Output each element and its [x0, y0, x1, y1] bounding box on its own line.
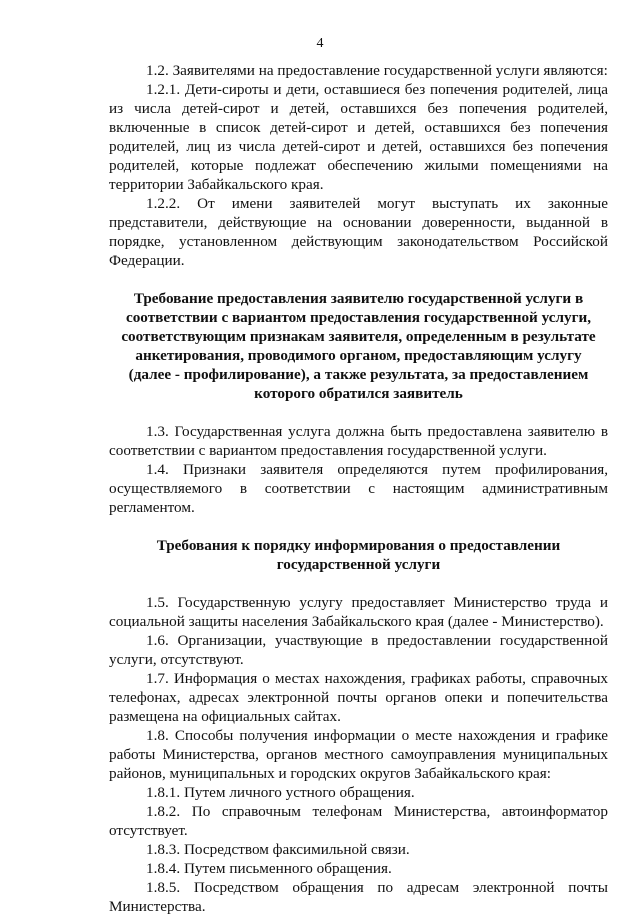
- section-heading-informing: Требования к порядку информирования о предоставлении государственной услуги: [156, 537, 561, 573]
- paragraph-1-3: 1.3. Государственная услуга должна быть предоставлена заявителю в соответствии с вариантом предоставления государственной услуги.: [109, 423, 608, 459]
- paragraph-1-4: 1.4. Признаки заявителя определяются путем профилирования, осуществляемого в соответствии с настоящим административным регламентом.: [109, 461, 608, 516]
- paragraph-1-2-2: 1.2.2. От имени заявителей могут выступать их законные представители, действующие на основании доверенности, выданной в порядке, установленном действующим законодательством Российской Федерации.: [109, 195, 608, 269]
- section-heading-variant: Требование предоставления заявителю государственной услуги в соответствии с вариантом предоставления государственной услуги, соответствующим признакам заявителя, определенным в результате анкетирования, проводимого органом, предоставляющим услугу (далее - профилирование), а также результата, за предоставлением которого обратился заявитель: [121, 290, 596, 402]
- paragraph-1-7: 1.7. Информация о местах нахождения, графиках работы, справочных телефонах, адресах электронной почты органов опеки и попечительства размещена на официальных сайтах.: [109, 670, 608, 725]
- paragraph-1-8-2: 1.8.2. По справочным телефонам Министерства, автоинформатор отсутствует.: [109, 803, 608, 839]
- paragraph-1-8-5: 1.8.5. Посредством обращения по адресам электронной почты Министерства.: [109, 879, 608, 915]
- paragraph-1-2-1: 1.2.1. Дети-сироты и дети, оставшиеся без попечения родителей, лица из числа детей-сирот и детей, оставшихся без попечения родителей, включенные в список детей-сирот и детей, оставшихся без попечения родителей, лиц из числа детей-сирот и детей, оставшихся без попечения родителей, которые подлежат обеспечению жилыми помещениями на территории Забайкальского края.: [109, 81, 608, 193]
- page-number: 4: [316, 36, 324, 51]
- paragraph-1-8: 1.8. Способы получения информации о месте нахождения и графике работы Министерства, органов местного самоуправления муниципальных районов, муниципальных и городских округов Забайкальского края:: [109, 727, 608, 782]
- paragraph-1-5: 1.5. Государственную услугу предоставляет Министерство труда и социальной защиты населения Забайкальского края (далее - Министерство).: [109, 594, 608, 630]
- paragraph-1-8-4: 1.8.4. Путем письменного обращения.: [146, 860, 392, 877]
- document-body: [109, 61, 608, 916]
- paragraph-1-8-3: 1.8.3. Посредством факсимильной связи.: [146, 841, 410, 858]
- paragraph-1-8-1: 1.8.1. Путем личного устного обращения.: [146, 784, 415, 801]
- paragraph-1-6: 1.6. Организации, участвующие в предоставлении государственной услуги, отсутствуют.: [109, 632, 608, 668]
- paragraph-1-2: 1.2. Заявителями на предоставление государственной услуги являются:: [146, 62, 608, 79]
